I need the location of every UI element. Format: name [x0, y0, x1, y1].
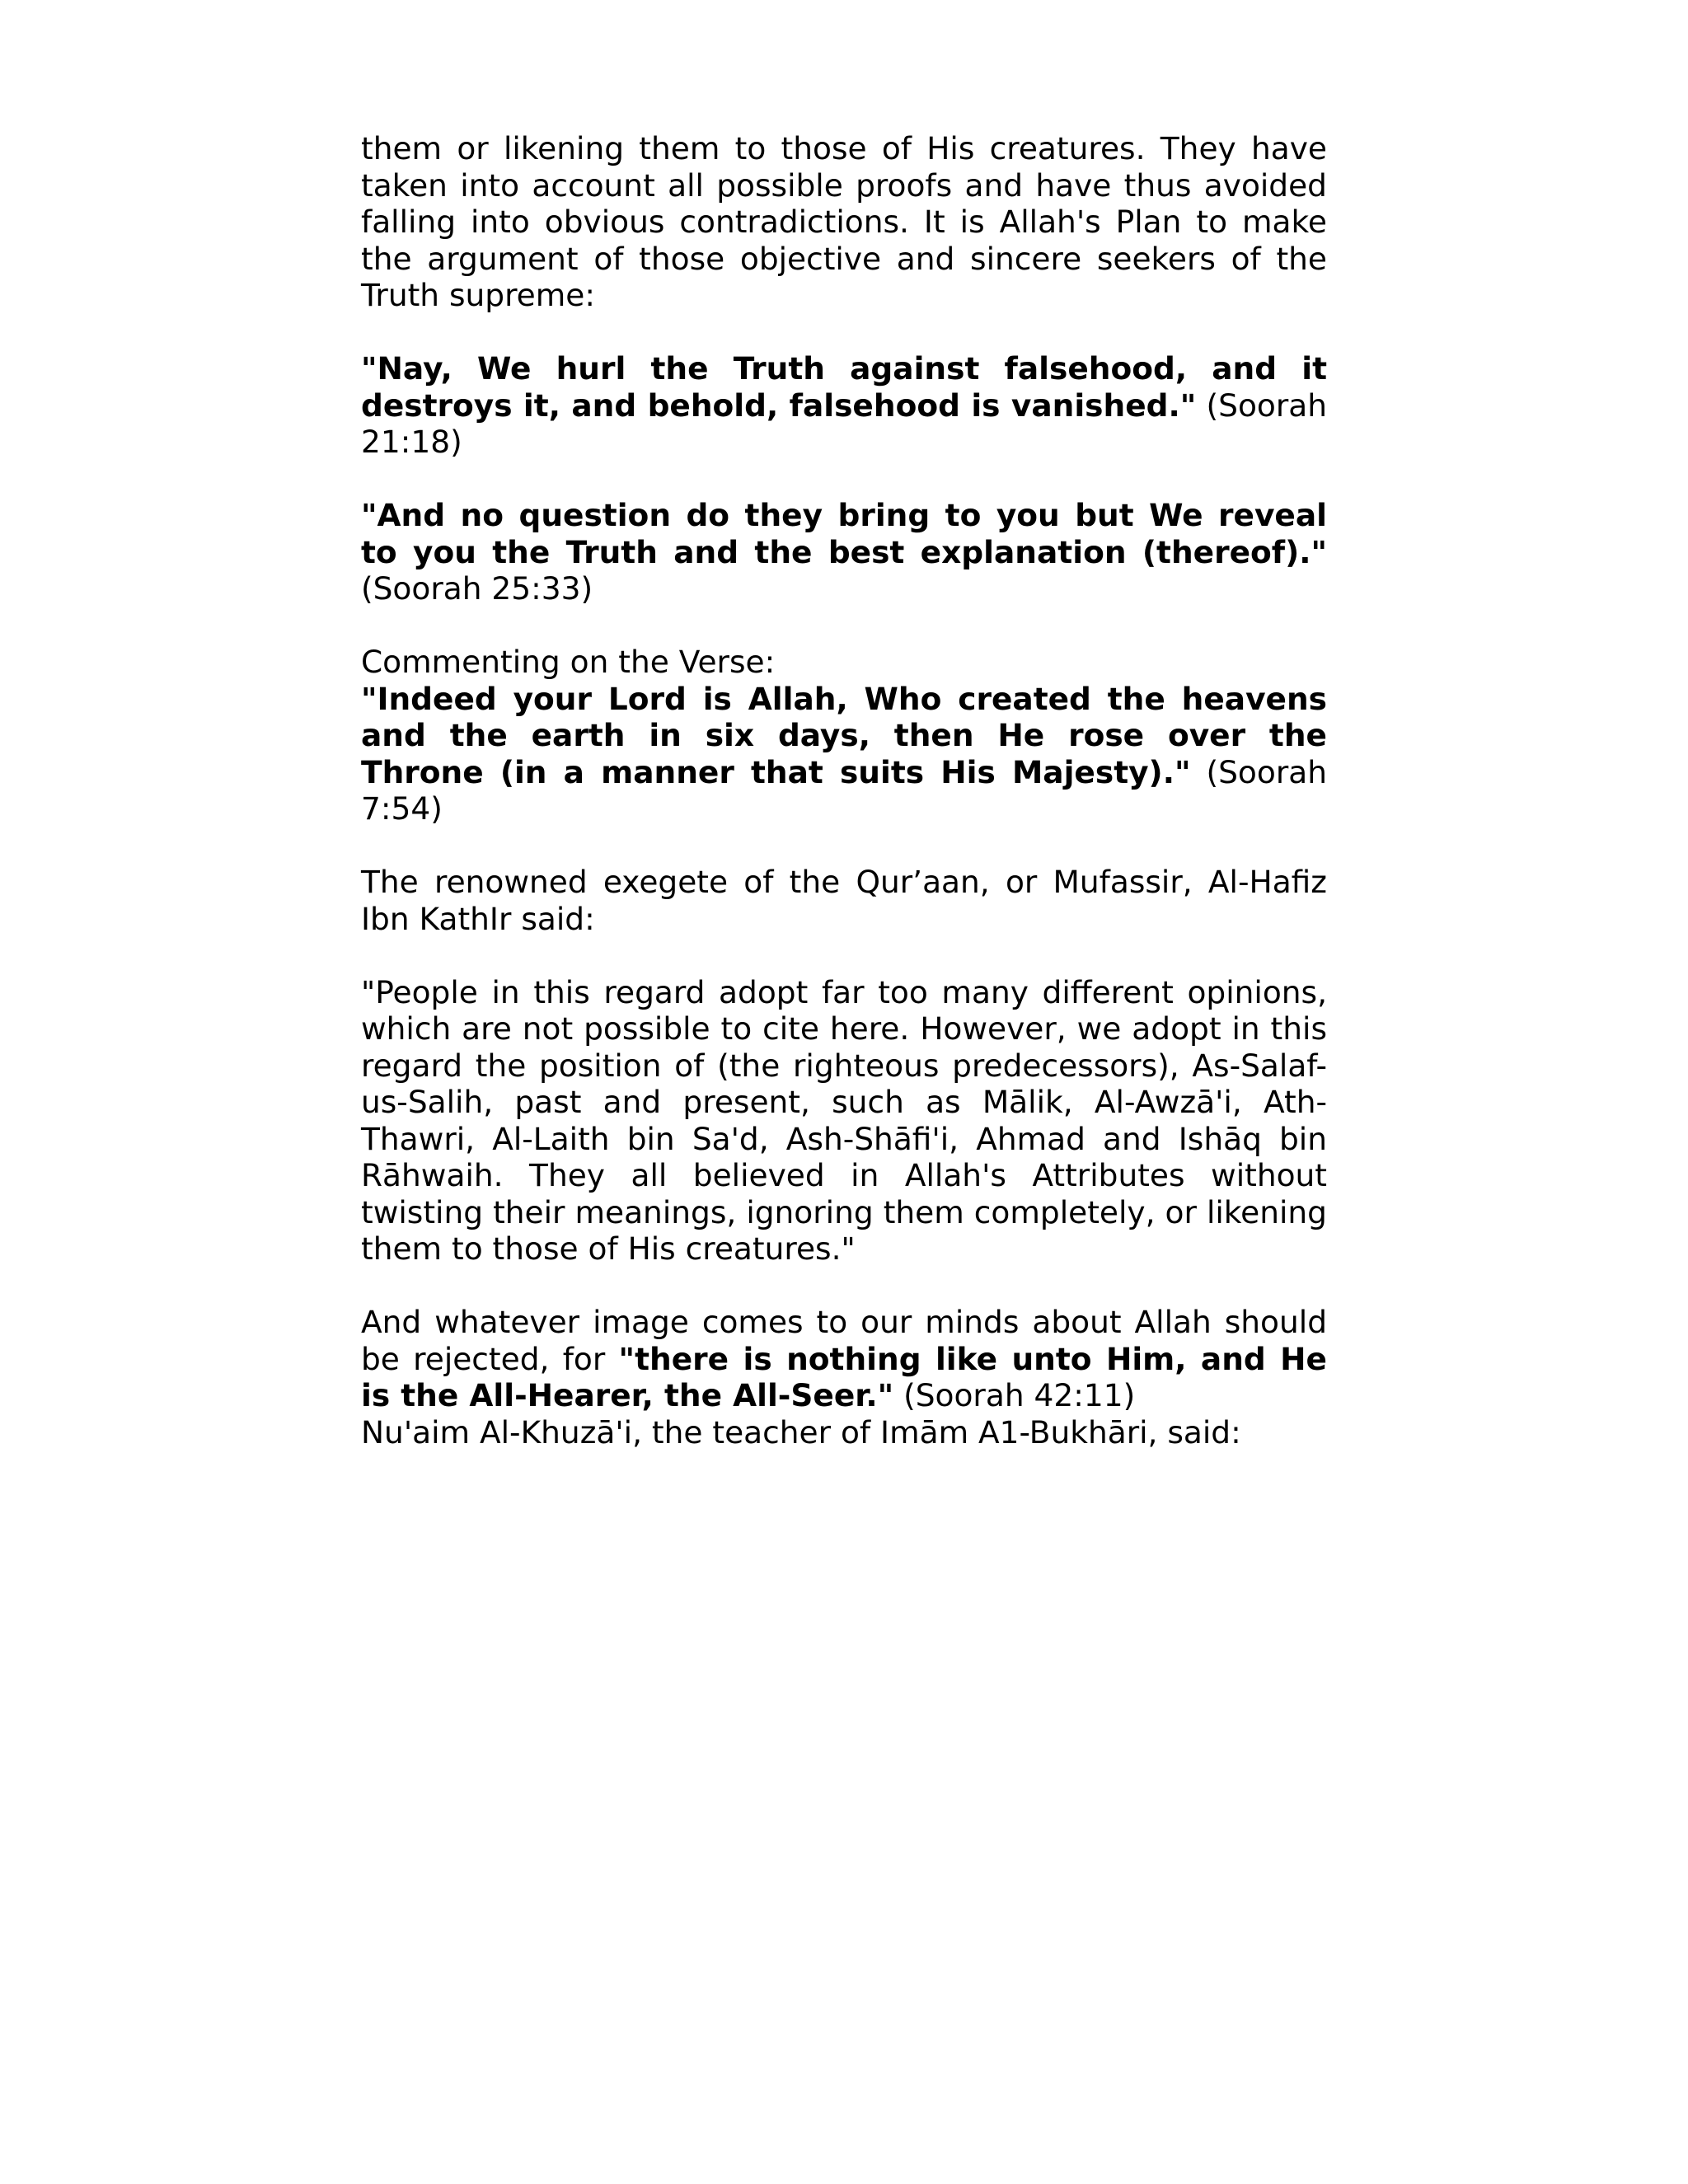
verse-reference: (Soorah 21:18) — [361, 387, 1328, 460]
paragraph-lead-text: And whatever image comes to our minds about Allah should be rejected, for — [361, 1304, 1327, 1377]
quote-soorah-21-18 — [361, 350, 1327, 461]
quote-soorah-25-33 — [361, 497, 1327, 607]
paragraph-ibn-kathir: The renowned exegete of the Qur’aan, or Mufassir, Al-Hafiz Ibn KathIr said: — [361, 864, 1327, 937]
commentary-block — [361, 644, 1327, 827]
quran-verse-text: "Indeed your Lord is Allah, Who created the heavens and the earth in six days, then He rose over the Throne (in a manner that suits His Majesty)." — [361, 680, 1327, 790]
verse-reference: (Soorah 42:11) — [893, 1377, 1136, 1413]
paragraph-intro: them or likening them to those of His creatures. They have taken into account all possible proofs and have thus avoided falling into obvious contradictions. It is Allah's Plan to make the argument of those objective and sincere seekers of the Truth supreme: — [361, 130, 1327, 313]
paragraph-nuaim: Nu'aim Al-Khuzā'i, the teacher of Imām A1-Bukhāri, said: — [361, 1413, 1241, 1451]
quran-verse-text: "And no question do they bring to you but We reveal to you the Truth and the best explanation (thereof)." — [361, 497, 1327, 570]
quote-soorah-7-54 — [361, 681, 1327, 827]
quran-verse-text: "Nay, We hurl the Truth against falsehood, and it destroys it, and behold, falsehood is vanished." — [361, 350, 1327, 424]
verse-reference: (Soorah 25:33) — [361, 570, 593, 607]
paragraph-rejection — [361, 1304, 1327, 1414]
commentary-intro: Commenting on the Verse: — [361, 644, 776, 680]
verse-reference: (Soorah 7:54) — [361, 753, 1327, 827]
paragraph-ibn-kathir-quote: "People in this regard adopt far too many different opinions, which are not possible to cite here. However, we adopt in this regard the position of (the righteous predecessors), As-Salaf-us-Salih, past and present, such as Mālik, Al-Awzā'i, Ath-Thawri, Al-Laith bin Sa'd, Ash-Shāfi'i, Ahmad and Ishāq bin Rāhwaih. They all believed in Allah's Attributes without twisting their meanings, ignoring them completely, or likening them to those of His creatures." — [361, 973, 1327, 1267]
document-page — [361, 130, 1327, 1451]
quran-verse-text: "there is nothing like unto Him, and He is the All-Hearer, the All-Seer." — [361, 1340, 1327, 1413]
